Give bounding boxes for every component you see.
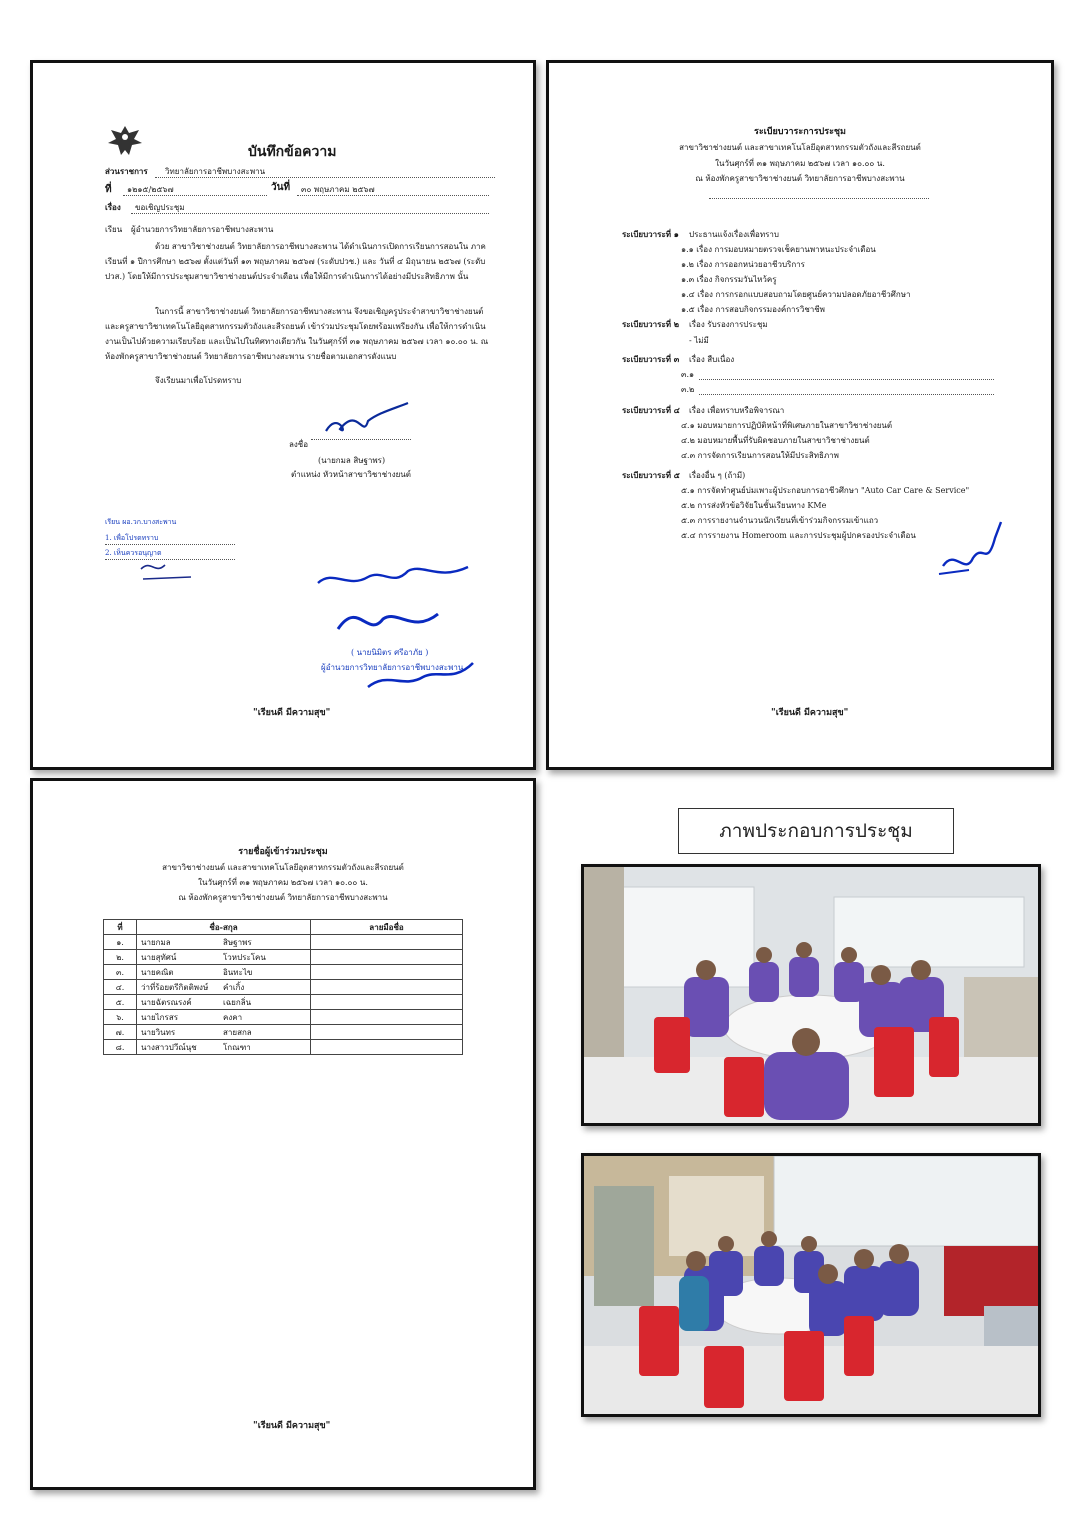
table-row — [104, 1025, 463, 1040]
memo-page — [30, 60, 536, 770]
agenda-4-title: เรื่อง เพื่อทราบหรือพิจารณา — [689, 406, 785, 415]
header-signature: ลายมือชื่อ — [311, 920, 463, 935]
dept-value: วิทยาลัยการอาชีพบางสะพาน — [155, 166, 495, 178]
row-name — [137, 1040, 311, 1055]
row-no: ๖. — [104, 1010, 137, 1025]
memo-footer: "เรียนดี มีความสุข" — [253, 708, 331, 718]
sign-line — [311, 439, 411, 440]
row-first-name: นายกมล — [141, 937, 171, 947]
row-no: ๒. — [104, 950, 137, 965]
row-first-name: นายฉัตรณรงค์ — [141, 997, 192, 1007]
agenda-subtitle-2: ในวันศุกร์ที่ ๓๑ พฤษภาคม ๒๕๖๗ เวลา ๑๐.๐๐ น. — [715, 159, 885, 168]
signer-position: ตำแหน่ง หัวหน้าสาขาวิชาช่างยนต์ — [291, 470, 411, 479]
memo-closing: จึงเรียนมาเพื่อโปรดทราบ — [155, 376, 242, 385]
table-row — [104, 1010, 463, 1025]
row-name — [137, 995, 311, 1010]
dotted-line — [699, 379, 994, 380]
to-label: เรียน — [105, 225, 123, 234]
memo-title: บันทึกข้อความ — [248, 144, 337, 160]
note-title: เรียน ผอ.วก.บางสะพาน — [105, 518, 177, 526]
subject-label: เรื่อง — [105, 202, 121, 212]
date-value: ๓๐ พฤษภาคม ๒๕๖๗ — [297, 184, 489, 196]
row-signature — [311, 965, 463, 980]
row-signature — [311, 1025, 463, 1040]
director-name: ( นายนิมิตร ศรีอาภัย ) — [351, 648, 429, 657]
row-last-name: อินทะไข — [223, 967, 253, 977]
table-row — [104, 1040, 463, 1055]
row-name — [137, 965, 311, 980]
agenda-item: ๕.๓ การรายงานจำนวนนักเรียนที่เข้าร่วมกิจกรรมเข้าแถว — [681, 516, 879, 525]
director-signature — [308, 559, 478, 694]
agenda-item: ๔.๒ มอบหมายพื้นที่รับผิดชอบภายในสาขาวิชาช่างยนต์ — [681, 436, 870, 445]
agenda-item: ๕.๒ การส่งหัวข้อวิจัยในชั้นเรียนทาง KMe — [681, 501, 827, 510]
note-signature — [137, 557, 197, 583]
row-no: ๔. — [104, 980, 137, 995]
row-name — [137, 1010, 311, 1025]
date-label: วันที่ — [271, 182, 291, 193]
agenda-item: ๑.๒ เรื่อง การออกหน่วยอาชีวบริการ — [681, 260, 805, 269]
agenda-item: ๓.๑ — [681, 370, 695, 379]
meeting-photo-2-image — [584, 1156, 1038, 1414]
row-first-name: ว่าที่ร้อยตรีกิตติพงษ์ — [141, 982, 209, 992]
agenda-5-title: เรื่องอื่น ๆ (ถ้ามี) — [689, 471, 746, 480]
agenda-2-label: ระเบียบวาระที่ ๒ — [622, 319, 680, 329]
sign-label: ลงชื่อ — [289, 440, 309, 449]
attendance-title: รายชื่อผู้เข้าร่วมประชุม — [238, 847, 328, 857]
attendance-subtitle-1: สาขาวิชาช่างยนต์ และสาขาเทคโนโลยีอุตสาหกรรมตัวถังและสีรถยนต์ — [162, 863, 404, 872]
table-row — [104, 995, 463, 1010]
garuda-emblem-icon — [105, 123, 145, 159]
header-no: ที่ — [104, 920, 137, 935]
row-no: ๑. — [104, 935, 137, 950]
no-label: ที่ — [105, 184, 112, 195]
agenda-3-title: เรื่อง สืบเนื่อง — [689, 355, 735, 364]
agenda-title: ระเบียบวาระการประชุม — [754, 127, 846, 137]
agenda-page — [546, 60, 1054, 770]
table-row — [104, 950, 463, 965]
row-first-name: นางสาวปวีณ์นุช — [141, 1042, 197, 1052]
row-last-name: เฉยกลิ่น — [223, 997, 252, 1007]
agenda-item: ๑.๔ เรื่อง การกรอกแบบสอบถามโดยศูนย์ความปลอดภัยอาชีวศึกษา — [681, 290, 911, 299]
agenda-1-label: ระเบียบวาระที่ ๑ — [622, 229, 679, 239]
row-first-name: นายไกรสร — [141, 1012, 178, 1022]
row-name — [137, 935, 311, 950]
agenda-subtitle-3: ณ ห้องพักครูสาขาวิชาช่างยนต์ วิทยาลัยการอาชีพบางสะพาน — [695, 174, 905, 183]
agenda-item: ๑.๕ เรื่อง การสอบกิจกรรมองค์การวิชาชีพ — [681, 305, 825, 314]
header-name: ชื่อ-สกุล — [137, 920, 311, 935]
row-first-name: นายวินทร — [141, 1027, 176, 1037]
agenda-item: ๓.๒ — [681, 385, 695, 394]
meeting-photo-2 — [581, 1153, 1041, 1417]
agenda-signature — [935, 518, 1005, 580]
agenda-subtitle-1: สาขาวิชาช่างยนต์ และสาขาเทคโนโลยีอุตสาหกรรมตัวถังและสีรถยนต์ — [679, 143, 921, 152]
director-position: ผู้อำนวยการวิทยาลัยการอาชีพบางสะพาน — [321, 663, 464, 672]
row-signature — [311, 935, 463, 950]
row-signature — [311, 995, 463, 1010]
subject-value: ขอเชิญประชุม — [131, 202, 489, 214]
agenda-item: ๕.๔ การรายงาน Homeroom และการประชุมผู้ปกครองประจำเดือน — [681, 531, 916, 540]
attendance-subtitle-3: ณ ห้องพักครูสาขาวิชาช่างยนต์ วิทยาลัยการอาชีพบางสะพาน — [178, 893, 388, 902]
row-name — [137, 1025, 311, 1040]
agenda-item: - ไม่มี — [689, 336, 709, 345]
agenda-2-title: เรื่อง รับรองการประชุม — [689, 320, 768, 329]
memo-paragraph-1: ด้วย สาขาวิชาช่างยนต์ วิทยาลัยการอาชีพบางสะพาน ได้ดำเนินการเปิดการเรียนการสอนใน ภาคเรียนที่ ๑ ปีการศึกษา ๒๕๖๗ ตั้งแต่วันที่ ๑๓ พฤษภาคม ๒๕๖๗ (ระดับปวช.) และ วันที่ ๔ มิถุนายน ๒๕๖๗ (ระดับปวส.) โดยให้มีการประชุมสาขาวิชาช่างยนต์ประจำเดือน เพื่อให้มีการดำเนินการได้อย่างมีประสิทธิภาพ นั้น — [105, 242, 486, 281]
meeting-photo-1-image — [584, 867, 1038, 1123]
agenda-item: ๑.๓ เรื่อง กิจกรรมวันไหว้ครู — [681, 275, 777, 284]
row-no: ๗. — [104, 1025, 137, 1040]
row-no: ๕. — [104, 995, 137, 1010]
row-name — [137, 950, 311, 965]
agenda-1-title: ประธานแจ้งเรื่องเพื่อทราบ — [689, 230, 779, 239]
agenda-divider — [709, 198, 929, 199]
signer-name: (นายกมล สิษฐาพร) — [318, 456, 386, 465]
row-last-name: สายสกล — [223, 1027, 252, 1037]
agenda-5-label: ระเบียบวาระที่ ๕ — [622, 470, 680, 480]
head-signature — [318, 401, 413, 441]
table-row — [104, 935, 463, 950]
row-last-name: คำเกิ้ง — [223, 982, 245, 992]
meeting-photo-1 — [581, 864, 1041, 1126]
to-value: ผู้อำนวยการวิทยาลัยการอาชีพบางสะพาน — [131, 225, 274, 234]
row-signature — [311, 1010, 463, 1025]
attendance-subtitle-2: ในวันศุกร์ที่ ๓๑ พฤษภาคม ๒๕๖๗ เวลา ๑๐.๐๐ น. — [198, 878, 368, 887]
row-last-name: โกณฑา — [223, 1042, 251, 1052]
agenda-item: ๔.๑ มอบหมายการปฏิบัติหน้าที่พิเศษภายในสาขาวิชาช่างยนต์ — [681, 421, 893, 430]
agenda-item: ๕.๑ การจัดทำศูนย์บ่มเพาะผู้ประกอบการอาชีวศึกษา "Auto Car Care & Service" — [681, 486, 970, 495]
row-signature — [311, 950, 463, 965]
attendance-page — [30, 778, 536, 1490]
note-item-2: 2. เห็นควรอนุญาต — [105, 548, 235, 560]
agenda-3-label: ระเบียบวาระที่ ๓ — [622, 354, 680, 364]
row-name — [137, 980, 311, 995]
agenda-4-label: ระเบียบวาระที่ ๔ — [622, 405, 680, 415]
photo-caption: ภาพประกอบการประชุม — [678, 808, 954, 854]
row-last-name: คงคา — [223, 1012, 243, 1022]
row-first-name: นายคณิต — [141, 967, 174, 977]
agenda-footer: "เรียนดี มีความสุข" — [771, 708, 849, 718]
agenda-item: ๑.๑ เรื่อง การมอบหมายตรวจเช็คยานพาหนะประจำเดือน — [681, 245, 876, 254]
row-no: ๘. — [104, 1040, 137, 1055]
row-first-name: นายสุทัศน์ — [141, 952, 177, 962]
table-header-row — [104, 920, 463, 935]
table-row — [104, 980, 463, 995]
row-last-name: สิษฐาพร — [223, 937, 252, 947]
table-row — [104, 965, 463, 980]
dotted-line — [699, 394, 994, 395]
no-value: ๑๒๑๕/๒๕๖๗ — [123, 184, 267, 196]
agenda-item: ๔.๓ การจัดการเรียนการสอนให้มีประสิทธิภาพ — [681, 451, 839, 460]
row-no: ๓. — [104, 965, 137, 980]
attendance-table — [103, 919, 463, 1055]
note-item-1: 1. เพื่อโปรดทราบ — [105, 533, 235, 545]
row-signature — [311, 980, 463, 995]
row-signature — [311, 1040, 463, 1055]
row-last-name: โวหประโคน — [223, 952, 266, 962]
dept-label: ส่วนราชการ — [105, 166, 148, 176]
memo-paragraph-2: ในการนี้ สาขาวิชาช่างยนต์ วิทยาลัยการอาชีพบางสะพาน จึงขอเชิญครูประจำสาขาวิชาช่างยนต์ และครูสาขาวิชาเทคโนโลยีอุตสาหกรรมตัวถังและสีรถยนต์ เข้าร่วมประชุมโดยพร้อมเพรียงกัน เพื่อให้การดำเนินงานเป็นไปด้วยความเรียบร้อย และเป็นไปในทิศทางเดียวกัน ในวันศุกร์ที่ ๓๑ พฤษภาคม ๒๕๖๗ เวลา ๑๐.๐๐ น. ณ ห้องพักครูสาขาวิชาช่างยนต์ วิทยาลัยการอาชีพบางสะพาน รายชื่อตามเอกสารดังแนบ — [105, 307, 489, 361]
attendance-footer: "เรียนดี มีความสุข" — [253, 1421, 331, 1431]
